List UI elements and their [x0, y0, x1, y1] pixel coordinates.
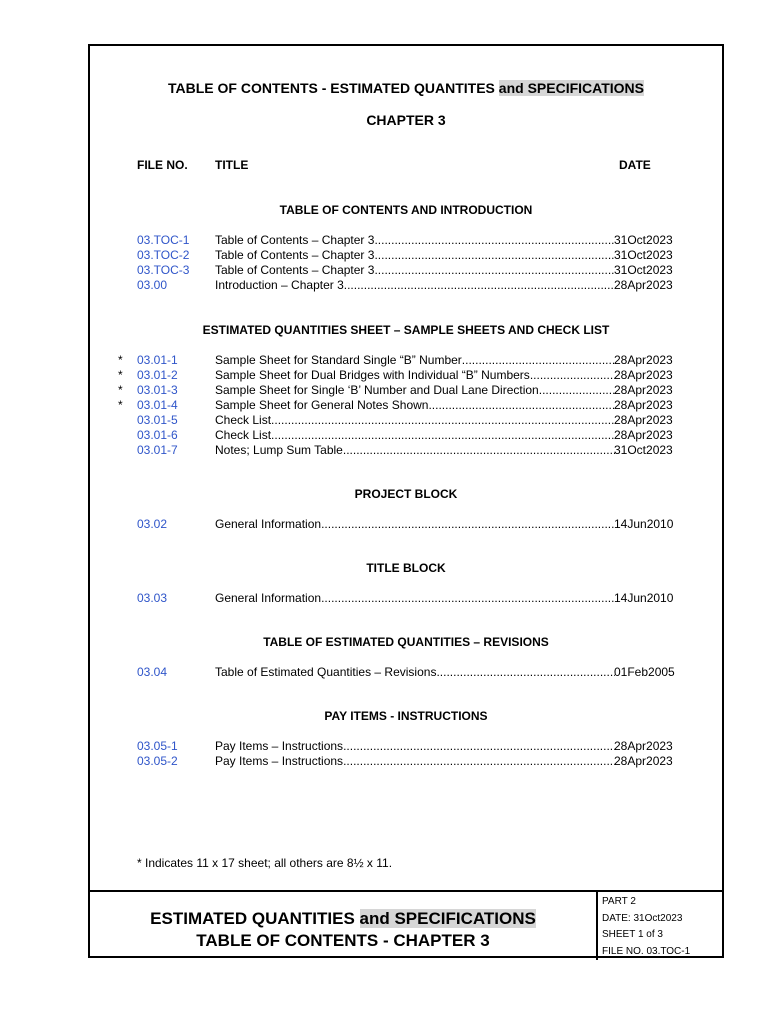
entry-date: 14Jun2010: [614, 591, 674, 605]
entry-date: 28Apr2023: [614, 413, 673, 427]
dot-leader: [374, 248, 615, 263]
toc-entry: [90, 383, 722, 398]
entry-title-text: Check List: [215, 413, 272, 427]
entry-title: [215, 263, 615, 278]
entry-title: [215, 353, 615, 368]
entry-title-text: Sample Sheet for Dual Bridges with Individual “B” Numbers: [215, 368, 530, 382]
page-title-main: TABLE OF CONTENTS - ESTIMATED QUANTITES: [167, 80, 499, 96]
entry-title: [215, 233, 615, 248]
entry-title: [215, 278, 615, 293]
file-number-link[interactable]: 03.05-1: [137, 739, 178, 753]
entry-title: [215, 443, 615, 458]
entry-date: 31Oct2023: [614, 248, 673, 262]
large-sheet-marker: *: [118, 383, 123, 397]
toc-entry: [90, 665, 722, 680]
entry-title: [215, 665, 615, 680]
column-header-date: DATE: [619, 158, 651, 172]
entry-title-text: General Information: [215, 591, 322, 605]
title-block-title: [90, 908, 596, 952]
toc-entry: [90, 278, 722, 293]
column-header-title: TITLE: [215, 158, 249, 172]
footnote: * Indicates 11 x 17 sheet; all others are 8½ x 11.: [137, 856, 393, 870]
toc-section: [90, 487, 722, 532]
toc-section: [90, 709, 722, 769]
section-title: TITLE BLOCK: [366, 561, 446, 575]
toc-entry: [90, 353, 722, 368]
file-number-link[interactable]: 03.03: [137, 591, 168, 605]
entry-title: [215, 428, 615, 443]
toc-entry: [90, 413, 722, 428]
dot-leader: [374, 233, 615, 248]
file-number-link[interactable]: 03.TOC-3: [137, 263, 190, 277]
toc-entry: [90, 517, 722, 532]
toc-section: [90, 635, 722, 680]
entry-title: [215, 739, 615, 754]
entry-title-text: Pay Items – Instructions: [215, 754, 344, 768]
file-number-link[interactable]: 03.01-4: [137, 398, 178, 412]
dot-leader: [530, 368, 615, 383]
dot-leader: [539, 383, 615, 398]
entry-title: [215, 517, 615, 532]
entry-title: [215, 754, 615, 769]
section-title: TABLE OF ESTIMATED QUANTITIES – REVISIONS: [263, 635, 549, 649]
document-page: [88, 44, 724, 958]
file-number-link[interactable]: 03.01-5: [137, 413, 178, 427]
file-number-link[interactable]: 03.01-7: [137, 443, 178, 457]
file-number-link[interactable]: 03.01-2: [137, 368, 178, 382]
title-block-line1-highlight: and SPECIFICATIONS: [359, 909, 536, 928]
file-no-label: FILE NO. 03.TOC-1: [602, 946, 691, 957]
entry-title: [215, 248, 615, 263]
file-number-link[interactable]: 03.01-6: [137, 428, 178, 442]
toc-entry: [90, 398, 722, 413]
entry-title: [215, 398, 615, 413]
entry-title: [215, 368, 615, 383]
file-number-link[interactable]: 03.TOC-1: [137, 233, 190, 247]
file-number-link[interactable]: 03.TOC-2: [137, 248, 190, 262]
toc-entry: [90, 739, 722, 754]
large-sheet-marker: *: [118, 398, 123, 412]
toc-section: [90, 561, 722, 606]
toc-entry: [90, 368, 722, 383]
dot-leader: [343, 754, 615, 769]
section-title: ESTIMATED QUANTITIES SHEET – SAMPLE SHEETS AND CHECK LIST: [202, 323, 610, 337]
entry-title-text: Table of Estimated Quantities – Revisions: [215, 665, 437, 679]
toc-entry: [90, 591, 722, 606]
dot-leader: [343, 739, 615, 754]
toc-entry: [90, 443, 722, 458]
entry-date: 28Apr2023: [614, 368, 673, 382]
title-block-line1-main: ESTIMATED QUANTITIES: [150, 909, 360, 928]
entry-date: 28Apr2023: [614, 353, 673, 367]
file-number-link[interactable]: 03.01-1: [137, 353, 178, 367]
page-title-highlight: and SPECIFICATIONS: [498, 80, 644, 96]
column-header-file-no: FILE NO.: [137, 158, 188, 172]
toc-entry: [90, 263, 722, 278]
entry-date: 31Oct2023: [614, 233, 673, 247]
entry-title: [215, 413, 615, 428]
file-number-link[interactable]: 03.00: [137, 278, 168, 292]
entry-title-text: Table of Contents – Chapter 3: [215, 233, 375, 247]
dot-leader: [462, 353, 615, 368]
dot-leader: [321, 591, 615, 606]
date-label: DATE: 31Oct2023: [602, 913, 683, 924]
entry-date: 28Apr2023: [614, 278, 673, 292]
entry-title-text: Sample Sheet for Single ‘B’ Number and Dual Lane Direction: [215, 383, 539, 397]
entry-title-text: Table of Contents – Chapter 3: [215, 263, 375, 277]
part-label: PART 2: [602, 896, 636, 907]
toc-section: [90, 203, 722, 293]
entry-title-text: Introduction – Chapter 3: [215, 278, 344, 292]
dot-leader: [344, 278, 615, 293]
title-block-info: [596, 892, 726, 960]
chapter-heading: CHAPTER 3: [366, 112, 446, 128]
page-title: [90, 80, 722, 96]
toc-entry: [90, 754, 722, 769]
file-number-link[interactable]: 03.01-3: [137, 383, 178, 397]
entry-date: 28Apr2023: [614, 398, 673, 412]
entry-title: [215, 383, 615, 398]
large-sheet-marker: *: [118, 368, 123, 382]
entry-date: 28Apr2023: [614, 739, 673, 753]
title-block: [90, 890, 722, 960]
dot-leader: [271, 428, 615, 443]
file-number-link[interactable]: 03.04: [137, 665, 168, 679]
dot-leader: [374, 263, 615, 278]
entry-title-text: Notes; Lump Sum Table: [215, 443, 343, 457]
dot-leader: [271, 413, 615, 428]
title-block-line1: [90, 908, 596, 930]
section-title: PAY ITEMS - INSTRUCTIONS: [324, 709, 488, 723]
dot-leader: [321, 517, 615, 532]
toc-entry: [90, 428, 722, 443]
dot-leader: [343, 443, 615, 458]
entry-date: 28Apr2023: [614, 428, 673, 442]
entry-date: 14Jun2010: [614, 517, 674, 531]
entry-title-text: Sample Sheet for General Notes Shown: [215, 398, 429, 412]
entry-title-text: Check List: [215, 428, 272, 442]
entry-date: 28Apr2023: [614, 754, 673, 768]
sheet-label: SHEET 1 of 3: [602, 929, 663, 940]
entry-date: 01Feb2005: [614, 665, 675, 679]
entry-title-text: Sample Sheet for Standard Single “B” Number: [215, 353, 462, 367]
file-number-link[interactable]: 03.05-2: [137, 754, 178, 768]
title-block-line2: TABLE OF CONTENTS - CHAPTER 3: [196, 931, 490, 950]
entry-title: [215, 591, 615, 606]
entry-date: 31Oct2023: [614, 263, 673, 277]
dot-leader: [436, 665, 615, 680]
entry-date: 31Oct2023: [614, 443, 673, 457]
section-title: PROJECT BLOCK: [354, 487, 458, 501]
entry-title-text: Pay Items – Instructions: [215, 739, 344, 753]
toc-section: [90, 323, 722, 458]
entry-date: 28Apr2023: [614, 383, 673, 397]
dot-leader: [428, 398, 615, 413]
large-sheet-marker: *: [118, 353, 123, 367]
section-title: TABLE OF CONTENTS AND INTRODUCTION: [279, 203, 533, 217]
toc-entry: [90, 233, 722, 248]
entry-title-text: General Information: [215, 517, 322, 531]
file-number-link[interactable]: 03.02: [137, 517, 168, 531]
entry-title-text: Table of Contents – Chapter 3: [215, 248, 375, 262]
toc-entry: [90, 248, 722, 263]
